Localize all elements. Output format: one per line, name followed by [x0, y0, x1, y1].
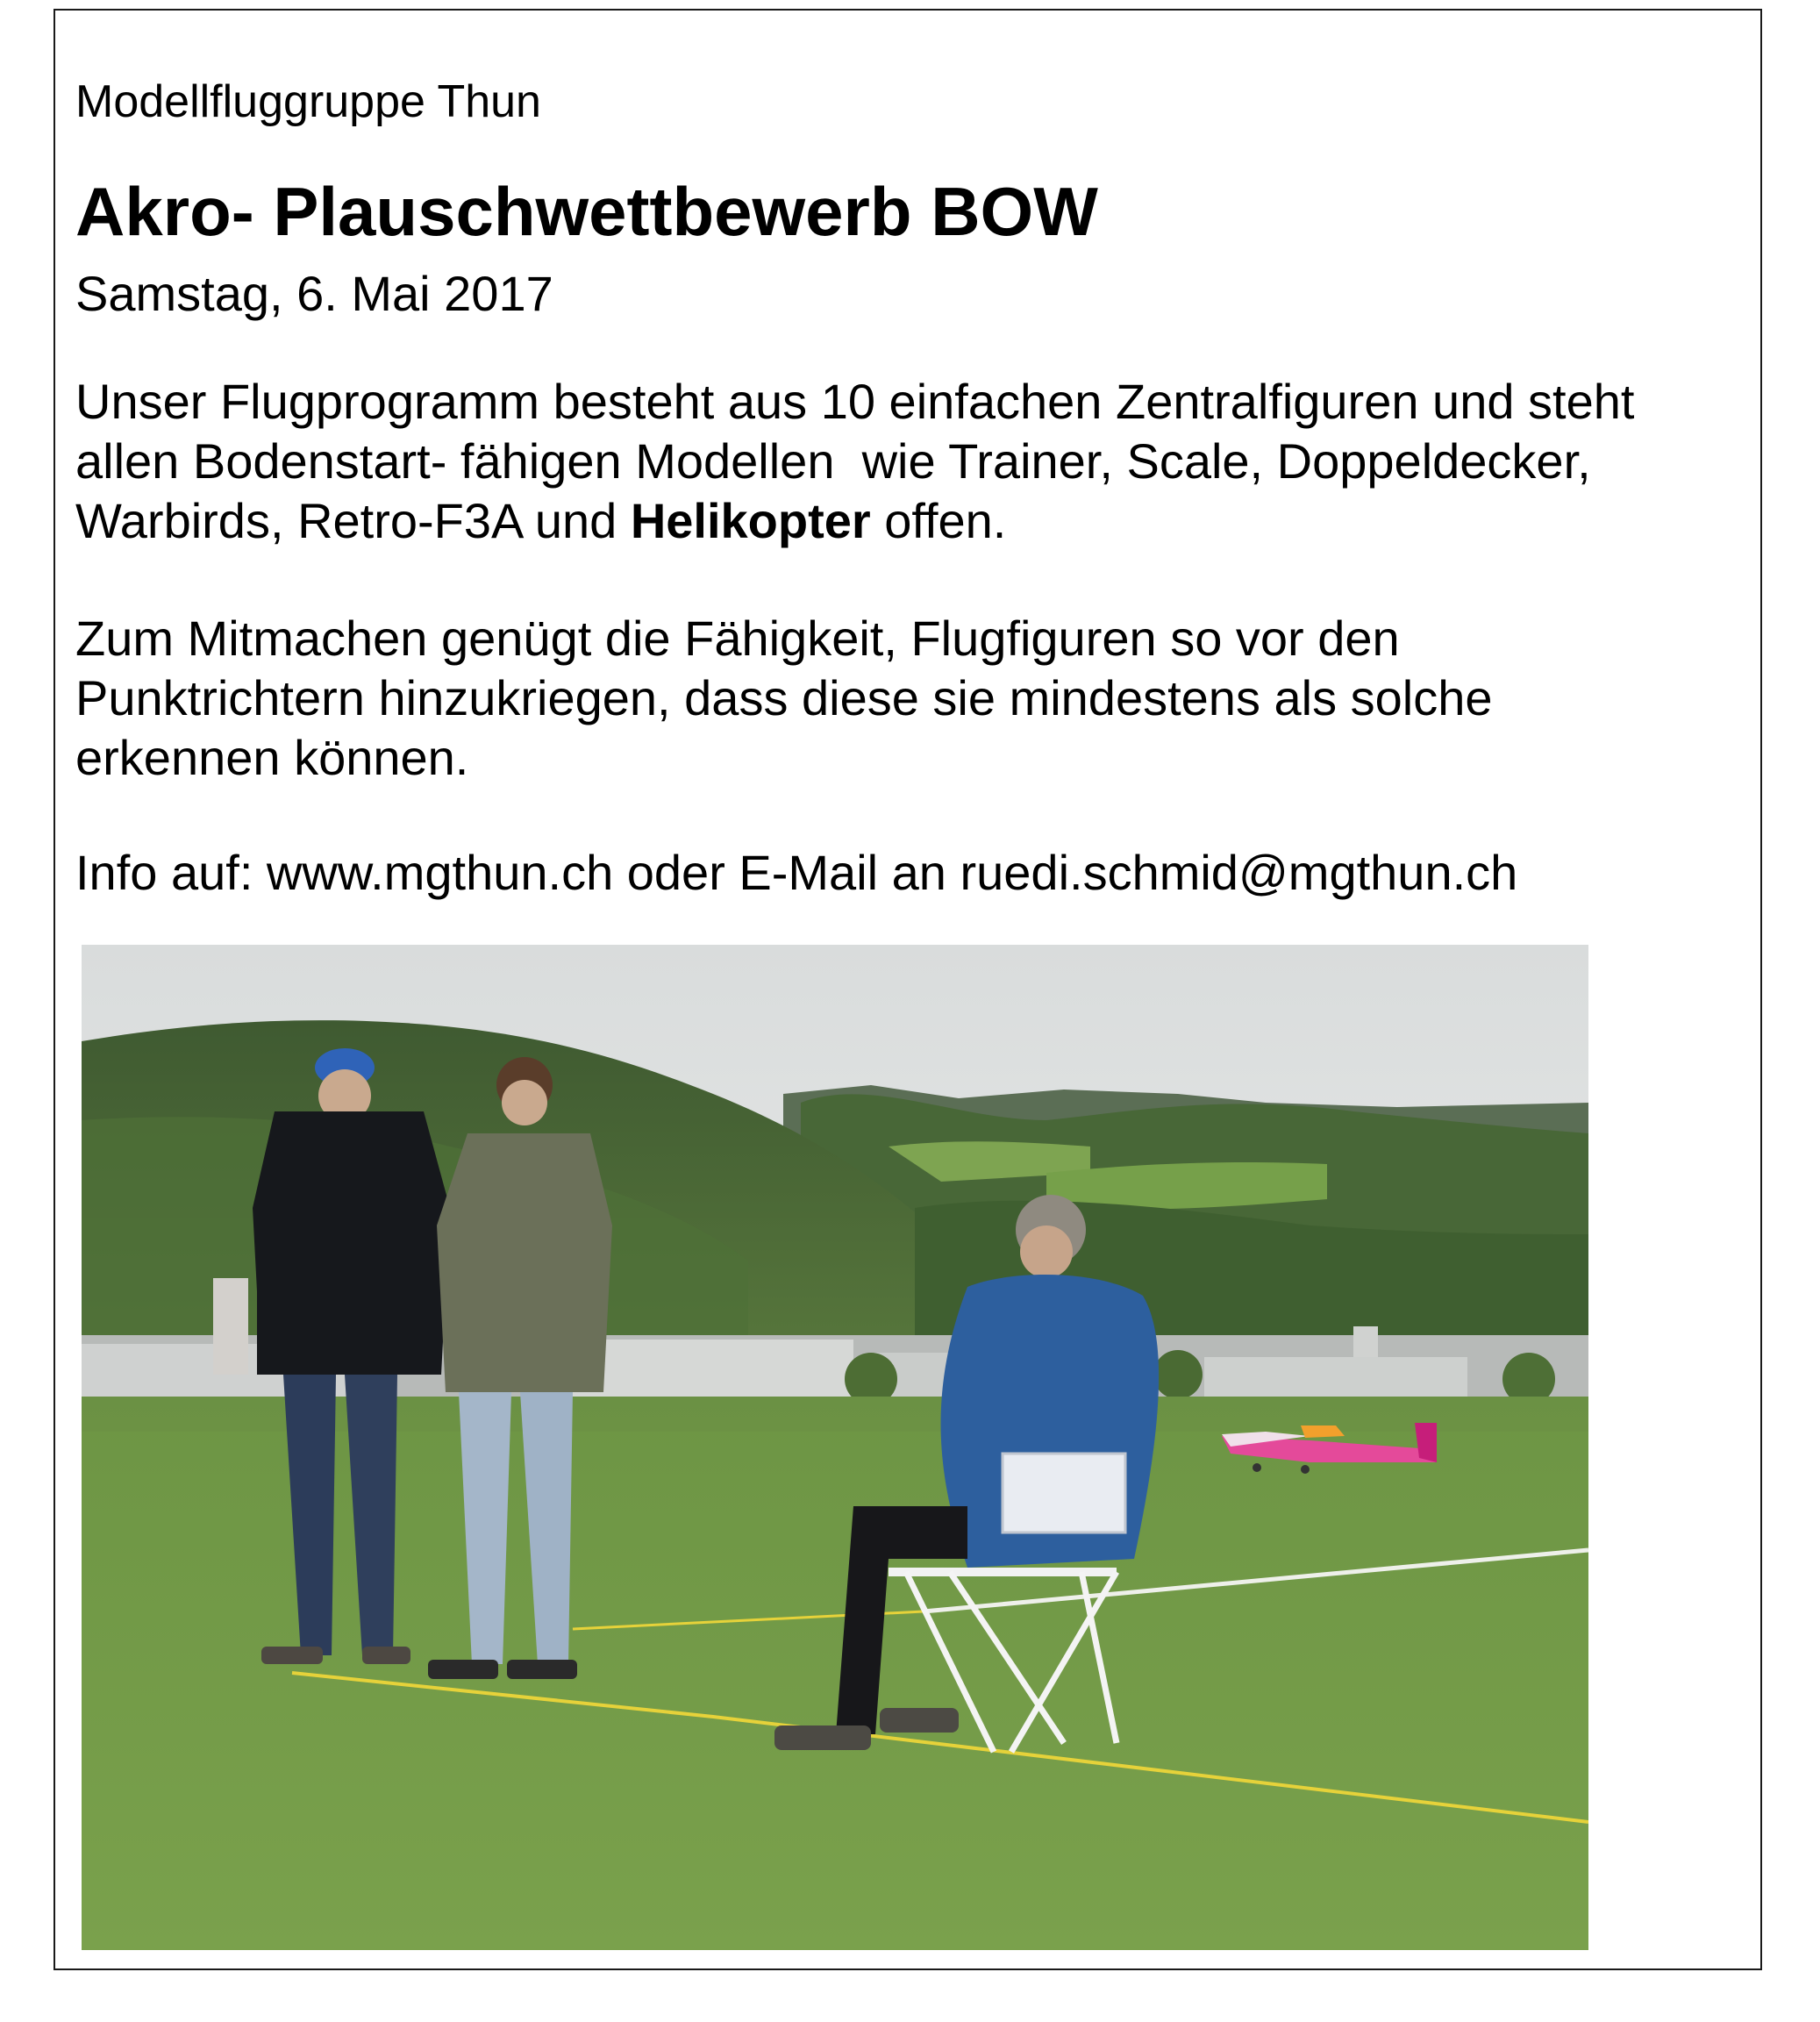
event-title: Akro- Plauschwettbewerb BOW	[75, 173, 1098, 250]
photo-illustration	[82, 945, 1588, 1950]
info-contact: Info auf: www.mgthun.ch oder E-Mail an ruedi.schmid@mgthun.ch	[75, 845, 1518, 900]
organization-name: Modellfluggruppe Thun	[75, 76, 541, 127]
paragraph-line: Punktrichtern hinzukriegen, dass diese sie mindestens als solche	[75, 670, 1493, 725]
paragraph-line	[75, 491, 1634, 551]
text-span: offen.	[870, 493, 1007, 548]
text-span: Warbirds, Retro-F3A und	[75, 493, 631, 548]
event-date: Samstag, 6. Mai 2017	[75, 266, 553, 321]
bold-helikopter: Helikopter	[630, 493, 871, 548]
paragraph-line: allen Bodenstart- fähigen Modellen wie Trainer, Scale, Doppeldecker,	[75, 433, 1591, 489]
airfield-photo	[82, 945, 1588, 1950]
paragraph-participation	[75, 609, 1493, 788]
paragraph-program	[75, 372, 1634, 551]
paragraph-line: Zum Mitmachen genügt die Fähigkeit, Flugfiguren so vor den	[75, 611, 1400, 666]
paragraph-line: Unser Flugprogramm besteht aus 10 einfachen Zentralfiguren und steht	[75, 374, 1635, 429]
paragraph-line: erkennen können.	[75, 730, 469, 785]
